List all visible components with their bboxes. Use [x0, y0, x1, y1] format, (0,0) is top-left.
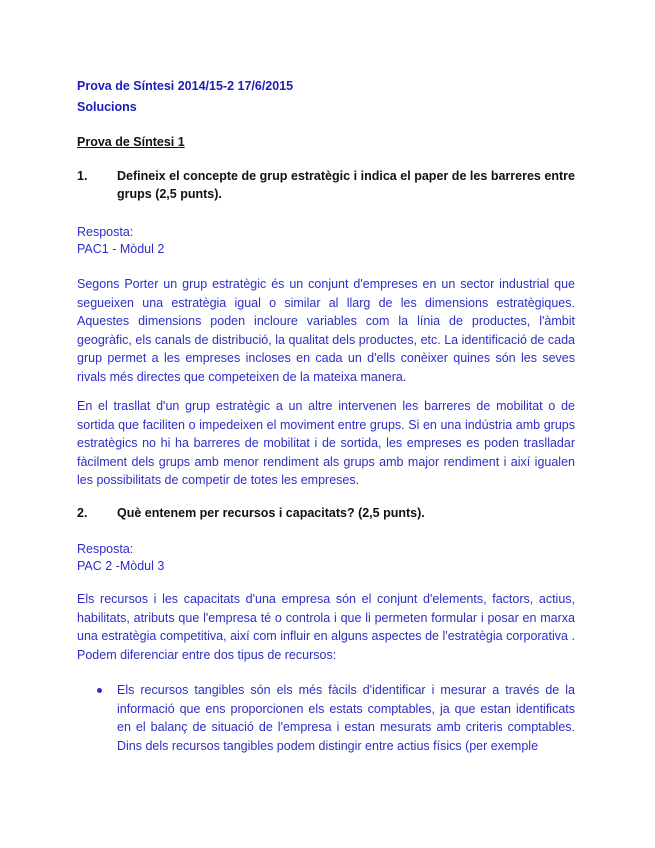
list-item: [77, 681, 575, 755]
answer-paragraph: En el trasllat d'un grup estratègic a un altre intervenen les barreres de mobilitat o de sortida que faciliten o impedeixen el moviment entre grups. Si en una indústria amb grups estratègics no hi ha barreres de mobilitat i de sortida, les empreses es poden traslladar fàcilment dels grups amb menor rendiment als grups amb major rendiment i així igualen les possibilitats de competir de totes les empreses.: [77, 399, 575, 487]
document-subtitle: Solucions: [77, 100, 137, 114]
document-title: Prova de Síntesi 2014/15-2 17/6/2015: [77, 79, 294, 93]
answer-source: PAC 2 -Mòdul 3: [77, 559, 165, 573]
question-number: 2.: [77, 506, 88, 520]
answer-label: Resposta:: [77, 225, 134, 239]
answer-paragraph: Segons Porter un grup estratègic és un conjunt d'empreses en un sector industrial que segueixen una estratègia igual o similar al llarg de les dimensions estratègiques. Aquestes dimensions poden incloure variables com la línia de productes, l'àmbit geogràfic, els canals de distribució, la qualitat dels productes, etc. La identificació de cada grup permet a les empreses incloses en cada un d'ells conèixer quines són les seves rivals més directes que competeixen de la mateixa manera.: [77, 277, 575, 384]
question-number: 1.: [77, 169, 88, 183]
answer-source: PAC1 - Mòdul 2: [77, 242, 165, 256]
question-2: [77, 504, 575, 522]
section-title: Prova de Síntesi 1: [77, 135, 185, 149]
question-1: [77, 167, 575, 203]
question-text: Què entenem per recursos i capacitats? (2,5 punts).: [117, 506, 425, 520]
bullet-icon: [97, 688, 102, 693]
answer-paragraph: Els recursos i les capacitats d'una empresa són el conjunt d'elements, factors, actius, habilitats, atributs que l'empresa té o controla i que li permeten formular i posar en marxa una estratègia competitiva, així com influir en alguns aspectes de l'estratègia corporativa . Podem diferenciar entre dos tipus de recursos:: [77, 592, 575, 662]
list-item-text: Els recursos tangibles són els més fàcils d'identificar i mesurar a través de la informació que ens proporcionen els estats comptables, ja que estan identificats en el balanç de situació de l'empresa i estan mesurats amb criteris comptables. Dins dels recursos tangibles podem distingir entre actius físics (per exemple: [117, 683, 575, 753]
answer-label: Resposta:: [77, 542, 134, 556]
question-text: Defineix el concepte de grup estratègic i indica el paper de les barreres entre grups (2,5 punts).: [117, 169, 575, 201]
